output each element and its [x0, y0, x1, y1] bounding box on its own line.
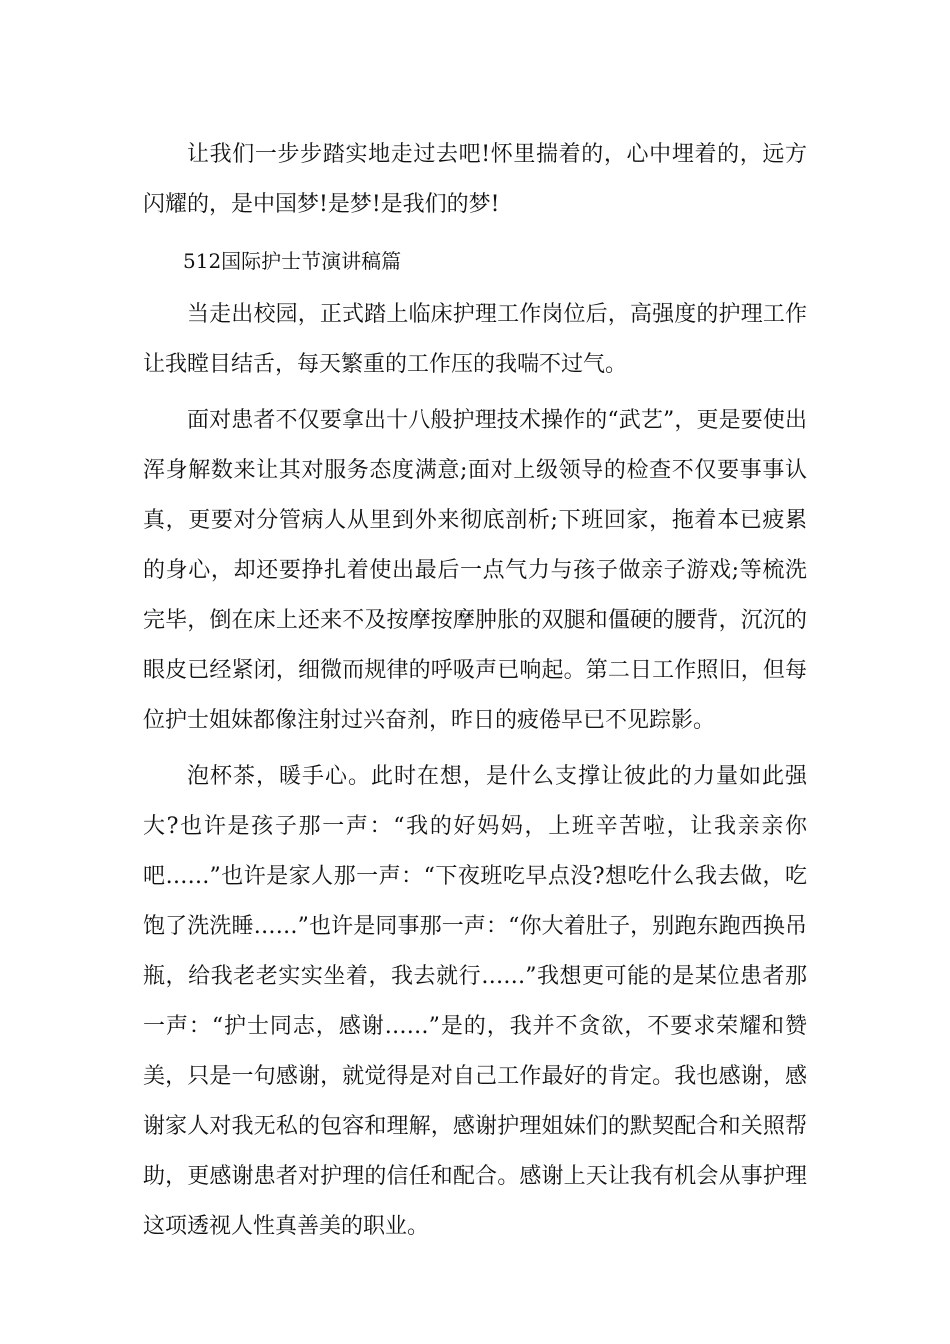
paragraph-leaving-campus: 当走出校园，正式踏上临床护理工作岗位后，高强度的护理工作让我瞠目结舌，每天繁重的工作压的我喘不过气。	[143, 302, 807, 377]
paragraph-closing-dream: 让我们一步步踏实地走过去吧!怀里揣着的，心中埋着的，远方闪耀的，是中国梦!是梦!是我们的梦!	[143, 142, 807, 217]
section-heading: 512国际护士节演讲稿篇	[183, 249, 402, 273]
paragraph-daily-work: 面对患者不仅要拿出十八般护理技术操作的“武艺”，更是要使出浑身解数来让其对服务态度满意;面对上级领导的检查不仅要事事认真，更要对分管病人从里到外来彻底剖析;下班回家，拖着本已疲累的身心，却还要挣扎着使出最后一点气力与孩子做亲子游戏;等梳洗完毕，倒在床上还来不及按摩按摩肿胀的双腿和僵硬的腰背，沉沉的眼皮已经紧闭，细微而规律的呼吸声已响起。第二日工作照旧，但每位护士姐妹都像注射过兴奋剂，昨日的疲倦早已不见踪影。	[143, 408, 807, 733]
paragraph-gratitude: 泡杯茶，暖手心。此时在想，是什么支撑让彼此的力量如此强大?也许是孩子那一声：“我的好妈妈，上班辛苦啦，让我亲亲你吧……”也许是家人那一声：“下夜班吃早点没?想吃什么我去做，吃饱了洗洗睡……”也许是同事那一声：“你大着肚子，别跑东跑西换吊瓶，给我老老实实坐着，我去就行……”我想更可能的是某位患者那一声：“护士同志，感谢……”是的，我并不贪欲，不要求荣耀和赞美，只是一句感谢，就觉得是对自己工作最好的肯定。我也感谢，感谢家人对我无私的包容和理解，感谢护理姐妹们的默契配合和关照帮助，更感谢患者对护理的信任和配合。感谢上天让我有机会从事护理这项透视人性真善美的职业。	[143, 764, 807, 1239]
document-body	[143, 130, 807, 1258]
